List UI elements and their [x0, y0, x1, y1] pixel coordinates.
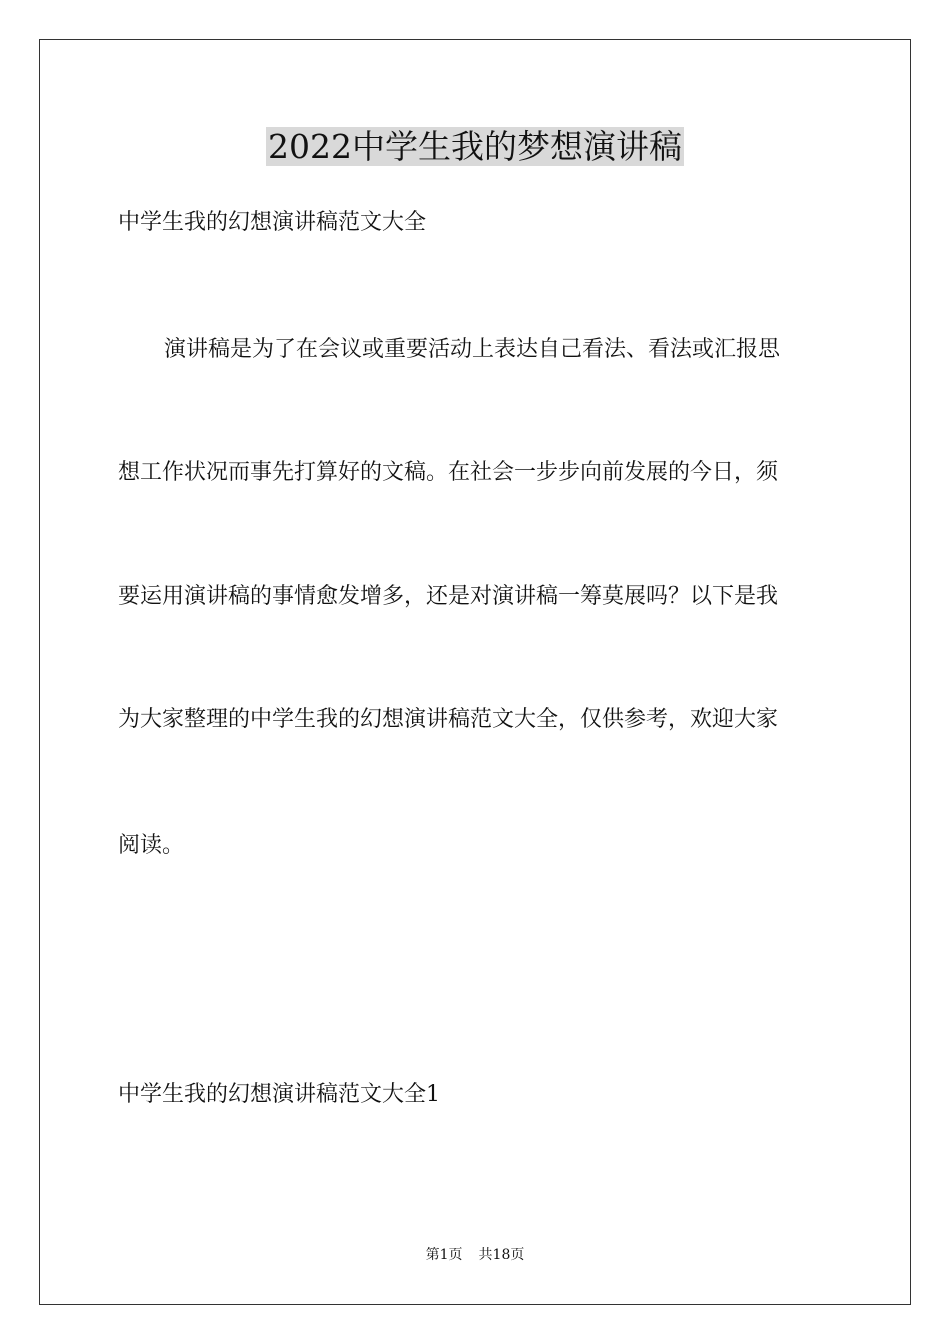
intro-line-4: 为大家整理的中学生我的幻想演讲稿范文大全，仅供参考，欢迎大家: [118, 707, 779, 732]
page-total: 共18页: [478, 1247, 525, 1263]
intro-line-1: 演讲稿是为了在会议或重要活动上表达自己看法、看法或汇报思: [164, 337, 781, 362]
section-heading: 中学生我的幻想演讲稿范文大全1: [118, 1082, 440, 1107]
page-footer: [0, 1245, 950, 1265]
page-number: 第1页: [425, 1247, 463, 1263]
intro-line-5: 阅读。: [118, 833, 185, 858]
intro-line-3: 要运用演讲稿的事情愈发增多，还是对演讲稿一筹莫展吗？以下是我: [118, 584, 779, 609]
document-title-text: 2022中学生我的梦想演讲稿: [268, 127, 682, 166]
document-title: [0, 125, 950, 169]
document-subtitle: 中学生我的幻想演讲稿范文大全: [118, 210, 427, 235]
intro-line-2: 想工作状况而事先打算好的文稿。在社会一步步向前发展的今日，须: [118, 460, 779, 485]
